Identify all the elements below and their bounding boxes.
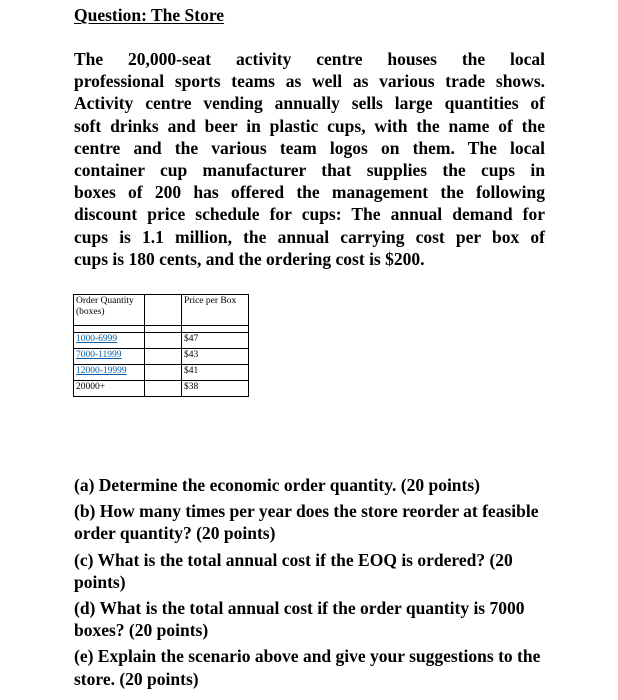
price-cell: $41 — [182, 365, 249, 381]
table-gap — [145, 295, 182, 326]
table-header-row — [74, 295, 249, 326]
paragraph-line: soft drinks and beer in plastic cups, with the name of the — [74, 115, 545, 136]
table-row — [74, 333, 249, 349]
table-gap — [145, 349, 182, 365]
spacer-cell — [182, 326, 249, 333]
table-gap — [145, 381, 182, 397]
header-order-quantity: Order Quantity (boxes) — [74, 295, 145, 326]
paragraph-line: cups is 180 cents, and the ordering cost is $200. — [74, 248, 425, 269]
paragraph-line: centre and the various team logos on them. The local — [74, 137, 545, 158]
question-list — [74, 474, 554, 694]
question-title: Question: The Store — [74, 5, 225, 25]
problem-description — [74, 48, 545, 270]
question-e: (e) Explain the scenario above and give your suggestions to the store. (20 points) — [74, 646, 541, 689]
paragraph-line: discount price schedule for cups: The annual demand for — [74, 204, 545, 225]
question-a: (a) Determine the economic order quantity. (20 points) — [74, 475, 481, 495]
table-gap — [145, 333, 182, 349]
paragraph-line: The 20,000-seat activity centre houses the local — [74, 49, 545, 69]
paragraph-line: boxes of 200 has offered the management the following — [74, 182, 545, 203]
price-cell: $38 — [182, 381, 249, 397]
paragraph-line: professional sports teams as well as various trade shows. — [74, 71, 545, 92]
quantity-range: 12000-19999 — [76, 366, 127, 376]
quantity-cell — [74, 333, 145, 349]
quantity-range: 7000-11999 — [76, 350, 122, 360]
question-c: (c) What is the total annual cost if the EOQ is ordered? (20 points) — [74, 549, 513, 592]
quantity-range: 1000-6999 — [76, 334, 118, 344]
price-cell: $47 — [182, 333, 249, 349]
quantity-cell — [74, 349, 145, 365]
spacer-cell — [74, 326, 145, 333]
quantity-range: 20000+ — [76, 382, 106, 392]
table-row — [74, 365, 249, 381]
quantity-cell — [74, 381, 145, 397]
paragraph-line: cups is 1.1 million, the annual carrying cost per box of — [74, 226, 545, 247]
table-spacer-row — [74, 326, 249, 333]
table-gap — [145, 326, 182, 333]
question-d: (d) What is the total annual cost if the order quantity is 7000 boxes? (20 points) — [74, 598, 525, 641]
header-price-per-box: Price per Box — [182, 295, 249, 326]
paragraph-line: Activity centre vending annually sells large quantities of — [74, 93, 545, 114]
discount-price-table — [73, 294, 249, 397]
price-cell: $43 — [182, 349, 249, 365]
question-b: (b) How many times per year does the store reorder at feasible order quantity? (20 points) — [74, 501, 539, 544]
table-gap — [145, 365, 182, 381]
quantity-cell — [74, 365, 145, 381]
paragraph-line: container cup manufacturer that supplies the cups in — [74, 159, 545, 180]
table-row — [74, 349, 249, 365]
table-row — [74, 381, 249, 397]
